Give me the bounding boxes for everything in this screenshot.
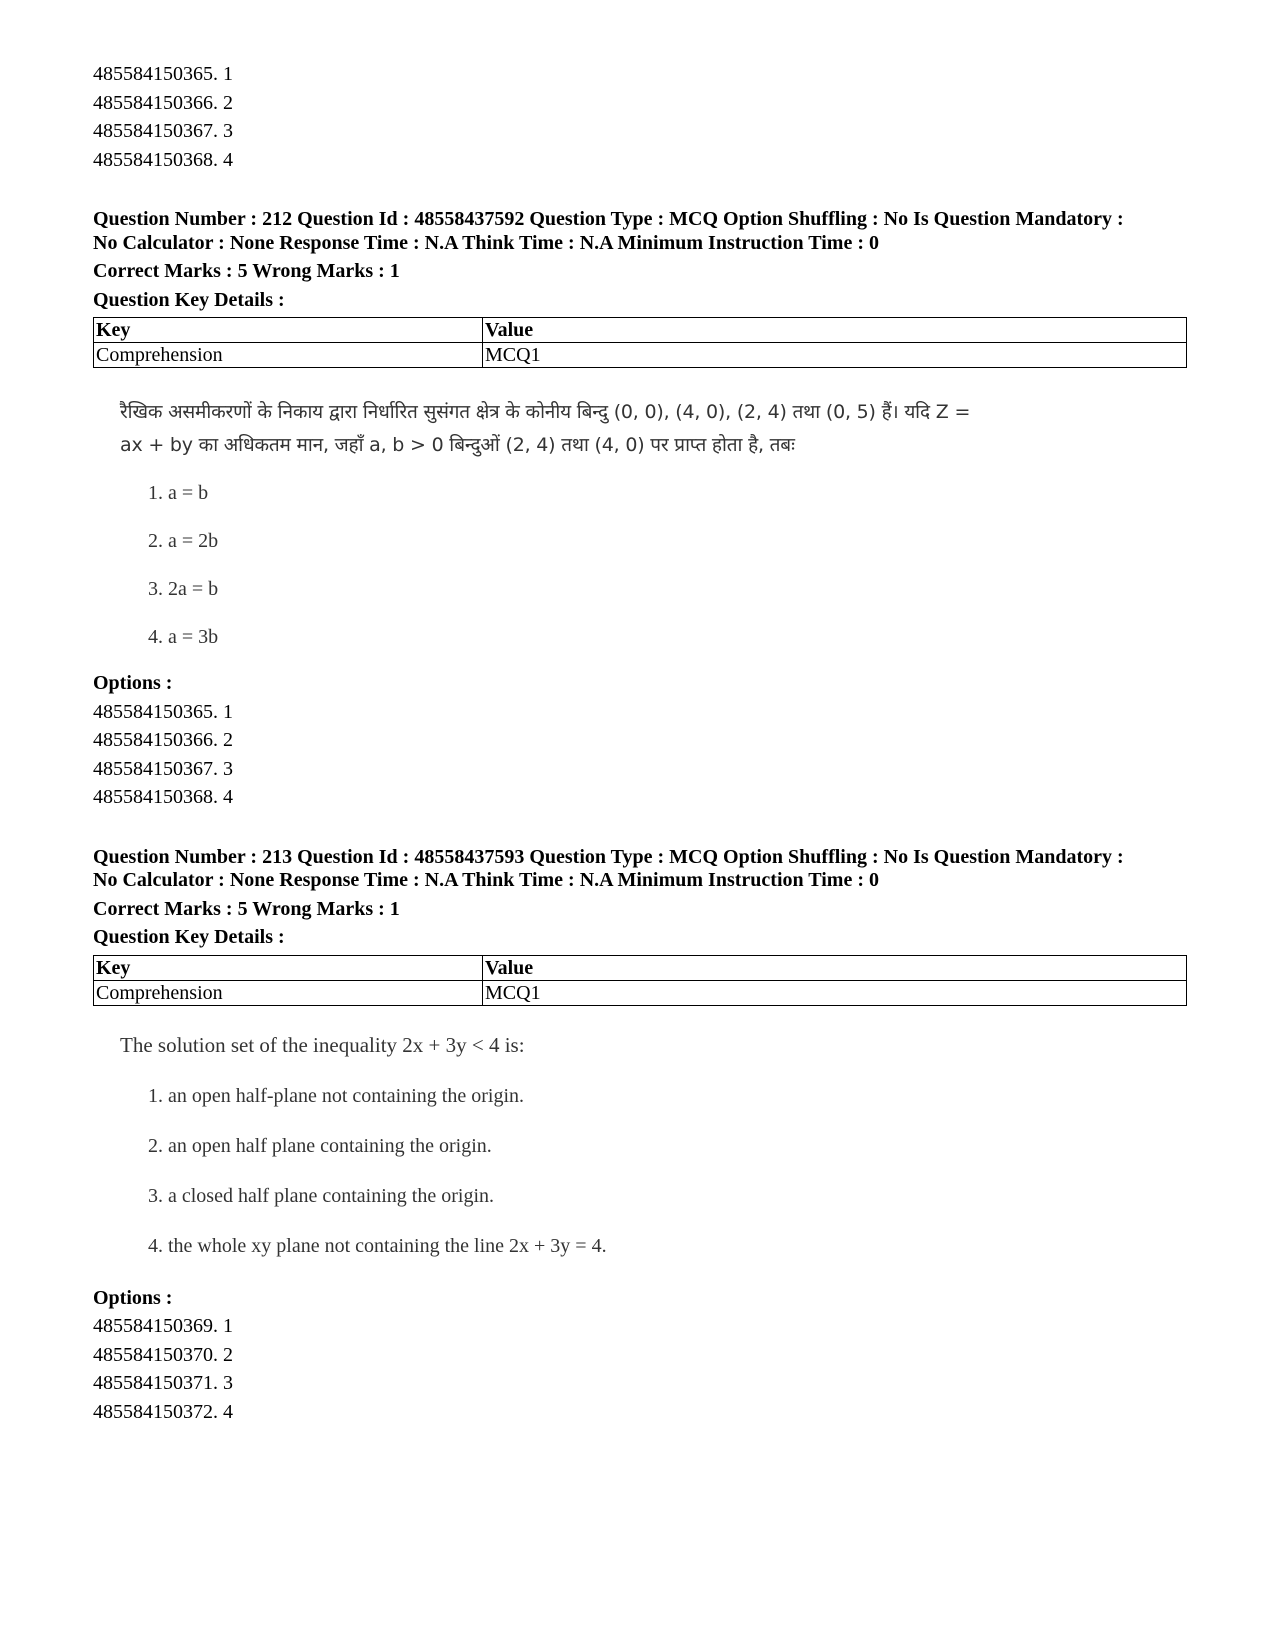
key-details-label: Question Key Details : bbox=[93, 288, 285, 311]
answer-choice: 4. the whole xy plane not containing the line 2x + 3y = 4. bbox=[148, 1234, 607, 1257]
option-line: 485584150371. 3 bbox=[93, 1372, 233, 1394]
answer-choice: 3. 2a = b bbox=[148, 578, 219, 600]
options-list bbox=[93, 698, 1193, 812]
answer-choice: 3. a closed half plane containing the origin. bbox=[148, 1184, 495, 1207]
question-marks: Correct Marks : 5 Wrong Marks : 1 bbox=[93, 260, 400, 282]
table-header-key: Key bbox=[94, 955, 483, 980]
table-row bbox=[94, 343, 1187, 368]
answer-choice: 4. a = 3b bbox=[148, 626, 219, 648]
option-line: 485584150367. 3 bbox=[93, 757, 233, 780]
option-line: 485584150370. 2 bbox=[93, 1343, 233, 1366]
table-cell-value: MCQ1 bbox=[483, 980, 1187, 1005]
question-marks: Correct Marks : 5 Wrong Marks : 1 bbox=[93, 897, 400, 920]
option-line: 485584150368. 4 bbox=[93, 786, 233, 808]
question-text-line: ax + by का अधिकतम मान, जहाँ a, b > 0 बिन्दुओं (2, 4) तथा (4, 0) पर प्राप्त होता है, तबः bbox=[120, 434, 795, 456]
question-block-212 bbox=[93, 208, 1193, 812]
table-header-key: Key bbox=[94, 318, 483, 343]
table-header-row bbox=[94, 318, 1187, 343]
option-line: 485584150366. 2 bbox=[93, 91, 233, 114]
question-header bbox=[93, 208, 1193, 255]
question-block-213 bbox=[93, 846, 1193, 1427]
key-details-label: Question Key Details : bbox=[93, 926, 285, 948]
question-header-line: Question Number : 213 Question Id : 48558437593 Question Type : MCQ Option Shuffling : No Is Question Mandatory : bbox=[93, 845, 1124, 868]
previous-options-list bbox=[93, 60, 1193, 174]
table-cell-key: Comprehension bbox=[94, 980, 483, 1005]
answer-choice: 1. a = b bbox=[148, 482, 209, 504]
answer-choice: 1. an open half-plane not containing the origin. bbox=[148, 1084, 525, 1107]
options-list bbox=[93, 1312, 1193, 1426]
option-line: 485584150372. 4 bbox=[93, 1400, 233, 1423]
key-details-table bbox=[93, 955, 1187, 1006]
answer-choice: 2. an open half plane containing the origin. bbox=[148, 1134, 492, 1157]
question-content bbox=[120, 1030, 1193, 1258]
question-text-line: रैखिक असमीकरणों के निकाय द्वारा निर्धारित सुसंगत क्षेत्र के कोनीय बिन्दु (0, 0), (4, 0), (2, 4) तथा (0, 5) हैं। यदि Z = bbox=[120, 401, 971, 423]
table-header-value: Value bbox=[483, 318, 1187, 343]
question-header bbox=[93, 846, 1193, 893]
options-label: Options : bbox=[93, 1286, 173, 1309]
answer-choice: 2. a = 2b bbox=[148, 530, 219, 552]
question-text-line: The solution set of the inequality 2x + 3y < 4 is: bbox=[120, 1032, 525, 1057]
question-header-line: No Calculator : None Response Time : N.A Think Time : N.A Minimum Instruction Time : 0 bbox=[93, 869, 879, 891]
table-cell-key: Comprehension bbox=[94, 343, 483, 368]
table-header-value: Value bbox=[483, 955, 1187, 980]
table-cell-value: MCQ1 bbox=[483, 343, 1187, 368]
table-header-row bbox=[94, 955, 1187, 980]
option-line: 485584150366. 2 bbox=[93, 729, 233, 751]
option-line: 485584150369. 1 bbox=[93, 1315, 233, 1337]
option-line: 485584150367. 3 bbox=[93, 120, 233, 142]
option-line: 485584150368. 4 bbox=[93, 148, 233, 171]
table-row bbox=[94, 980, 1187, 1005]
document-page bbox=[93, 60, 1193, 1426]
option-line: 485584150365. 1 bbox=[93, 63, 233, 85]
key-details-table bbox=[93, 317, 1187, 368]
options-label: Options : bbox=[93, 672, 173, 694]
question-content bbox=[120, 396, 1193, 649]
option-line: 485584150365. 1 bbox=[93, 700, 233, 723]
question-header-line: Question Number : 212 Question Id : 48558437592 Question Type : MCQ Option Shuffling : No Is Question Mandatory : bbox=[93, 208, 1124, 230]
question-header-line: No Calculator : None Response Time : N.A Think Time : N.A Minimum Instruction Time : 0 bbox=[93, 231, 879, 254]
